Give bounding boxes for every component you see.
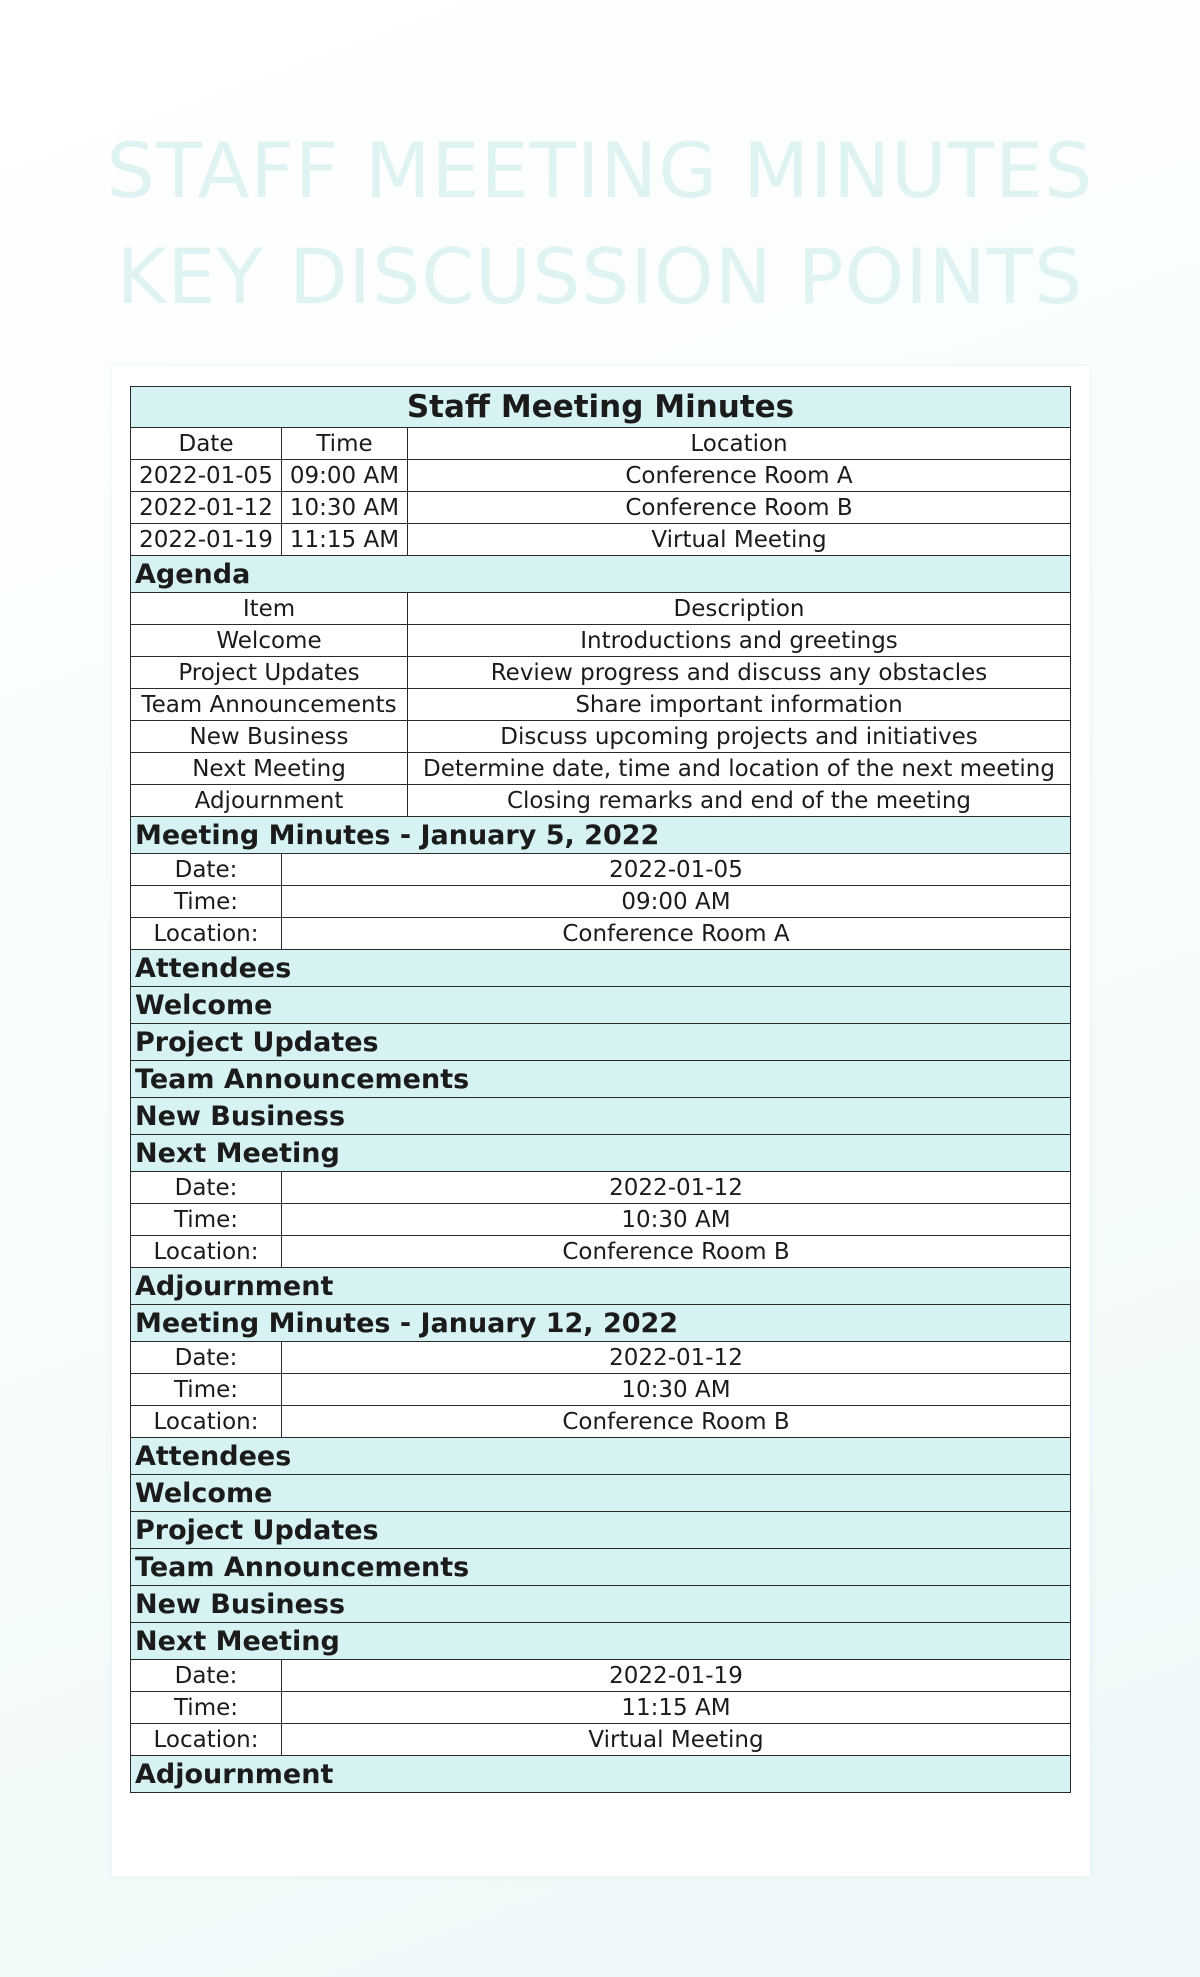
new-business-heading: New Business bbox=[131, 1098, 1071, 1135]
time-label: Time: bbox=[131, 1374, 282, 1406]
hero-title-line-1: STAFF MEETING MINUTES bbox=[106, 126, 1094, 215]
schedule-date: 2022-01-19 bbox=[131, 524, 282, 556]
agenda-item: Next Meeting bbox=[131, 753, 408, 785]
agenda-header-item: Item bbox=[131, 593, 408, 625]
minutes-date-value: 2022-01-12 bbox=[282, 1342, 1071, 1374]
minutes-heading: Meeting Minutes - January 12, 2022 bbox=[131, 1305, 1071, 1342]
section-row bbox=[131, 1268, 1071, 1305]
agenda-row bbox=[131, 785, 1071, 817]
minutes-detail-row bbox=[131, 1406, 1071, 1438]
agenda-row bbox=[131, 689, 1071, 721]
adjournment-heading: Adjournment bbox=[131, 1268, 1071, 1305]
schedule-date: 2022-01-05 bbox=[131, 460, 282, 492]
next-meeting-row bbox=[131, 1204, 1071, 1236]
next-time-value: 11:15 AM bbox=[282, 1692, 1071, 1724]
minutes-time-value: 09:00 AM bbox=[282, 886, 1071, 918]
minutes-location-value: Conference Room B bbox=[282, 1406, 1071, 1438]
section-row bbox=[131, 1438, 1071, 1475]
agenda-row bbox=[131, 625, 1071, 657]
schedule-location: Conference Room B bbox=[408, 492, 1071, 524]
schedule-time: 11:15 AM bbox=[282, 524, 408, 556]
minutes-detail-row bbox=[131, 1374, 1071, 1406]
agenda-description: Share important information bbox=[408, 689, 1071, 721]
attendees-heading: Attendees bbox=[131, 1438, 1071, 1475]
section-row bbox=[131, 1586, 1071, 1623]
agenda-row bbox=[131, 721, 1071, 753]
schedule-header-row bbox=[131, 428, 1071, 460]
agenda-header-row bbox=[131, 593, 1071, 625]
section-row bbox=[131, 950, 1071, 987]
section-row bbox=[131, 1623, 1071, 1660]
section-row bbox=[131, 1024, 1071, 1061]
next-time-value: 10:30 AM bbox=[282, 1204, 1071, 1236]
next-meeting-heading: Next Meeting bbox=[131, 1623, 1071, 1660]
date-label: Date: bbox=[131, 1660, 282, 1692]
minutes-heading-row bbox=[131, 1305, 1071, 1342]
attendees-heading: Attendees bbox=[131, 950, 1071, 987]
schedule-time: 10:30 AM bbox=[282, 492, 408, 524]
section-row bbox=[131, 1512, 1071, 1549]
agenda-item: Adjournment bbox=[131, 785, 408, 817]
section-row bbox=[131, 1756, 1071, 1793]
schedule-header-date: Date bbox=[131, 428, 282, 460]
next-location-value: Conference Room B bbox=[282, 1236, 1071, 1268]
time-label: Time: bbox=[131, 1692, 282, 1724]
hero-title bbox=[0, 118, 1200, 330]
minutes-detail-row bbox=[131, 854, 1071, 886]
schedule-date: 2022-01-12 bbox=[131, 492, 282, 524]
agenda-item: Welcome bbox=[131, 625, 408, 657]
location-label: Location: bbox=[131, 1724, 282, 1756]
minutes-heading: Meeting Minutes - January 5, 2022 bbox=[131, 817, 1071, 854]
agenda-item: Project Updates bbox=[131, 657, 408, 689]
next-date-value: 2022-01-19 bbox=[282, 1660, 1071, 1692]
agenda-item: Team Announcements bbox=[131, 689, 408, 721]
location-label: Location: bbox=[131, 1406, 282, 1438]
welcome-heading: Welcome bbox=[131, 987, 1071, 1024]
agenda-heading-row bbox=[131, 556, 1071, 593]
next-meeting-row bbox=[131, 1236, 1071, 1268]
sheet-title: Staff Meeting Minutes bbox=[131, 387, 1071, 428]
minutes-sheet bbox=[130, 386, 1071, 1793]
agenda-description: Determine date, time and location of the next meeting bbox=[408, 753, 1071, 785]
location-label: Location: bbox=[131, 1236, 282, 1268]
time-label: Time: bbox=[131, 1204, 282, 1236]
next-meeting-row bbox=[131, 1172, 1071, 1204]
minutes-location-value: Conference Room A bbox=[282, 918, 1071, 950]
schedule-header-location: Location bbox=[408, 428, 1071, 460]
minutes-date-value: 2022-01-05 bbox=[282, 854, 1071, 886]
section-row bbox=[131, 987, 1071, 1024]
schedule-row bbox=[131, 460, 1071, 492]
next-meeting-row bbox=[131, 1660, 1071, 1692]
project-updates-heading: Project Updates bbox=[131, 1512, 1071, 1549]
minutes-detail-row bbox=[131, 886, 1071, 918]
agenda-description: Introductions and greetings bbox=[408, 625, 1071, 657]
minutes-heading-row bbox=[131, 817, 1071, 854]
welcome-heading: Welcome bbox=[131, 1475, 1071, 1512]
date-label: Date: bbox=[131, 1342, 282, 1374]
schedule-row bbox=[131, 524, 1071, 556]
minutes-detail-row bbox=[131, 1342, 1071, 1374]
minutes-time-value: 10:30 AM bbox=[282, 1374, 1071, 1406]
time-label: Time: bbox=[131, 886, 282, 918]
minutes-detail-row bbox=[131, 918, 1071, 950]
agenda-description: Review progress and discuss any obstacles bbox=[408, 657, 1071, 689]
project-updates-heading: Project Updates bbox=[131, 1024, 1071, 1061]
date-label: Date: bbox=[131, 854, 282, 886]
agenda-header-description: Description bbox=[408, 593, 1071, 625]
section-row bbox=[131, 1098, 1071, 1135]
section-row bbox=[131, 1135, 1071, 1172]
location-label: Location: bbox=[131, 918, 282, 950]
agenda-description: Discuss upcoming projects and initiatives bbox=[408, 721, 1071, 753]
next-date-value: 2022-01-12 bbox=[282, 1172, 1071, 1204]
schedule-row bbox=[131, 492, 1071, 524]
schedule-location: Conference Room A bbox=[408, 460, 1071, 492]
hero-title-line-2: KEY DISCUSSION POINTS bbox=[116, 232, 1084, 321]
next-location-value: Virtual Meeting bbox=[282, 1724, 1071, 1756]
new-business-heading: New Business bbox=[131, 1586, 1071, 1623]
agenda-row bbox=[131, 657, 1071, 689]
agenda-item: New Business bbox=[131, 721, 408, 753]
agenda-description: Closing remarks and end of the meeting bbox=[408, 785, 1071, 817]
date-label: Date: bbox=[131, 1172, 282, 1204]
schedule-header-time: Time bbox=[282, 428, 408, 460]
adjournment-heading: Adjournment bbox=[131, 1756, 1071, 1793]
schedule-location: Virtual Meeting bbox=[408, 524, 1071, 556]
next-meeting-heading: Next Meeting bbox=[131, 1135, 1071, 1172]
schedule-time: 09:00 AM bbox=[282, 460, 408, 492]
section-row bbox=[131, 1061, 1071, 1098]
section-row bbox=[131, 1549, 1071, 1586]
sheet-title-row bbox=[131, 387, 1071, 428]
agenda-row bbox=[131, 753, 1071, 785]
next-meeting-row bbox=[131, 1724, 1071, 1756]
agenda-heading: Agenda bbox=[131, 556, 1071, 593]
next-meeting-row bbox=[131, 1692, 1071, 1724]
team-announcements-heading: Team Announcements bbox=[131, 1061, 1071, 1098]
section-row bbox=[131, 1475, 1071, 1512]
team-announcements-heading: Team Announcements bbox=[131, 1549, 1071, 1586]
